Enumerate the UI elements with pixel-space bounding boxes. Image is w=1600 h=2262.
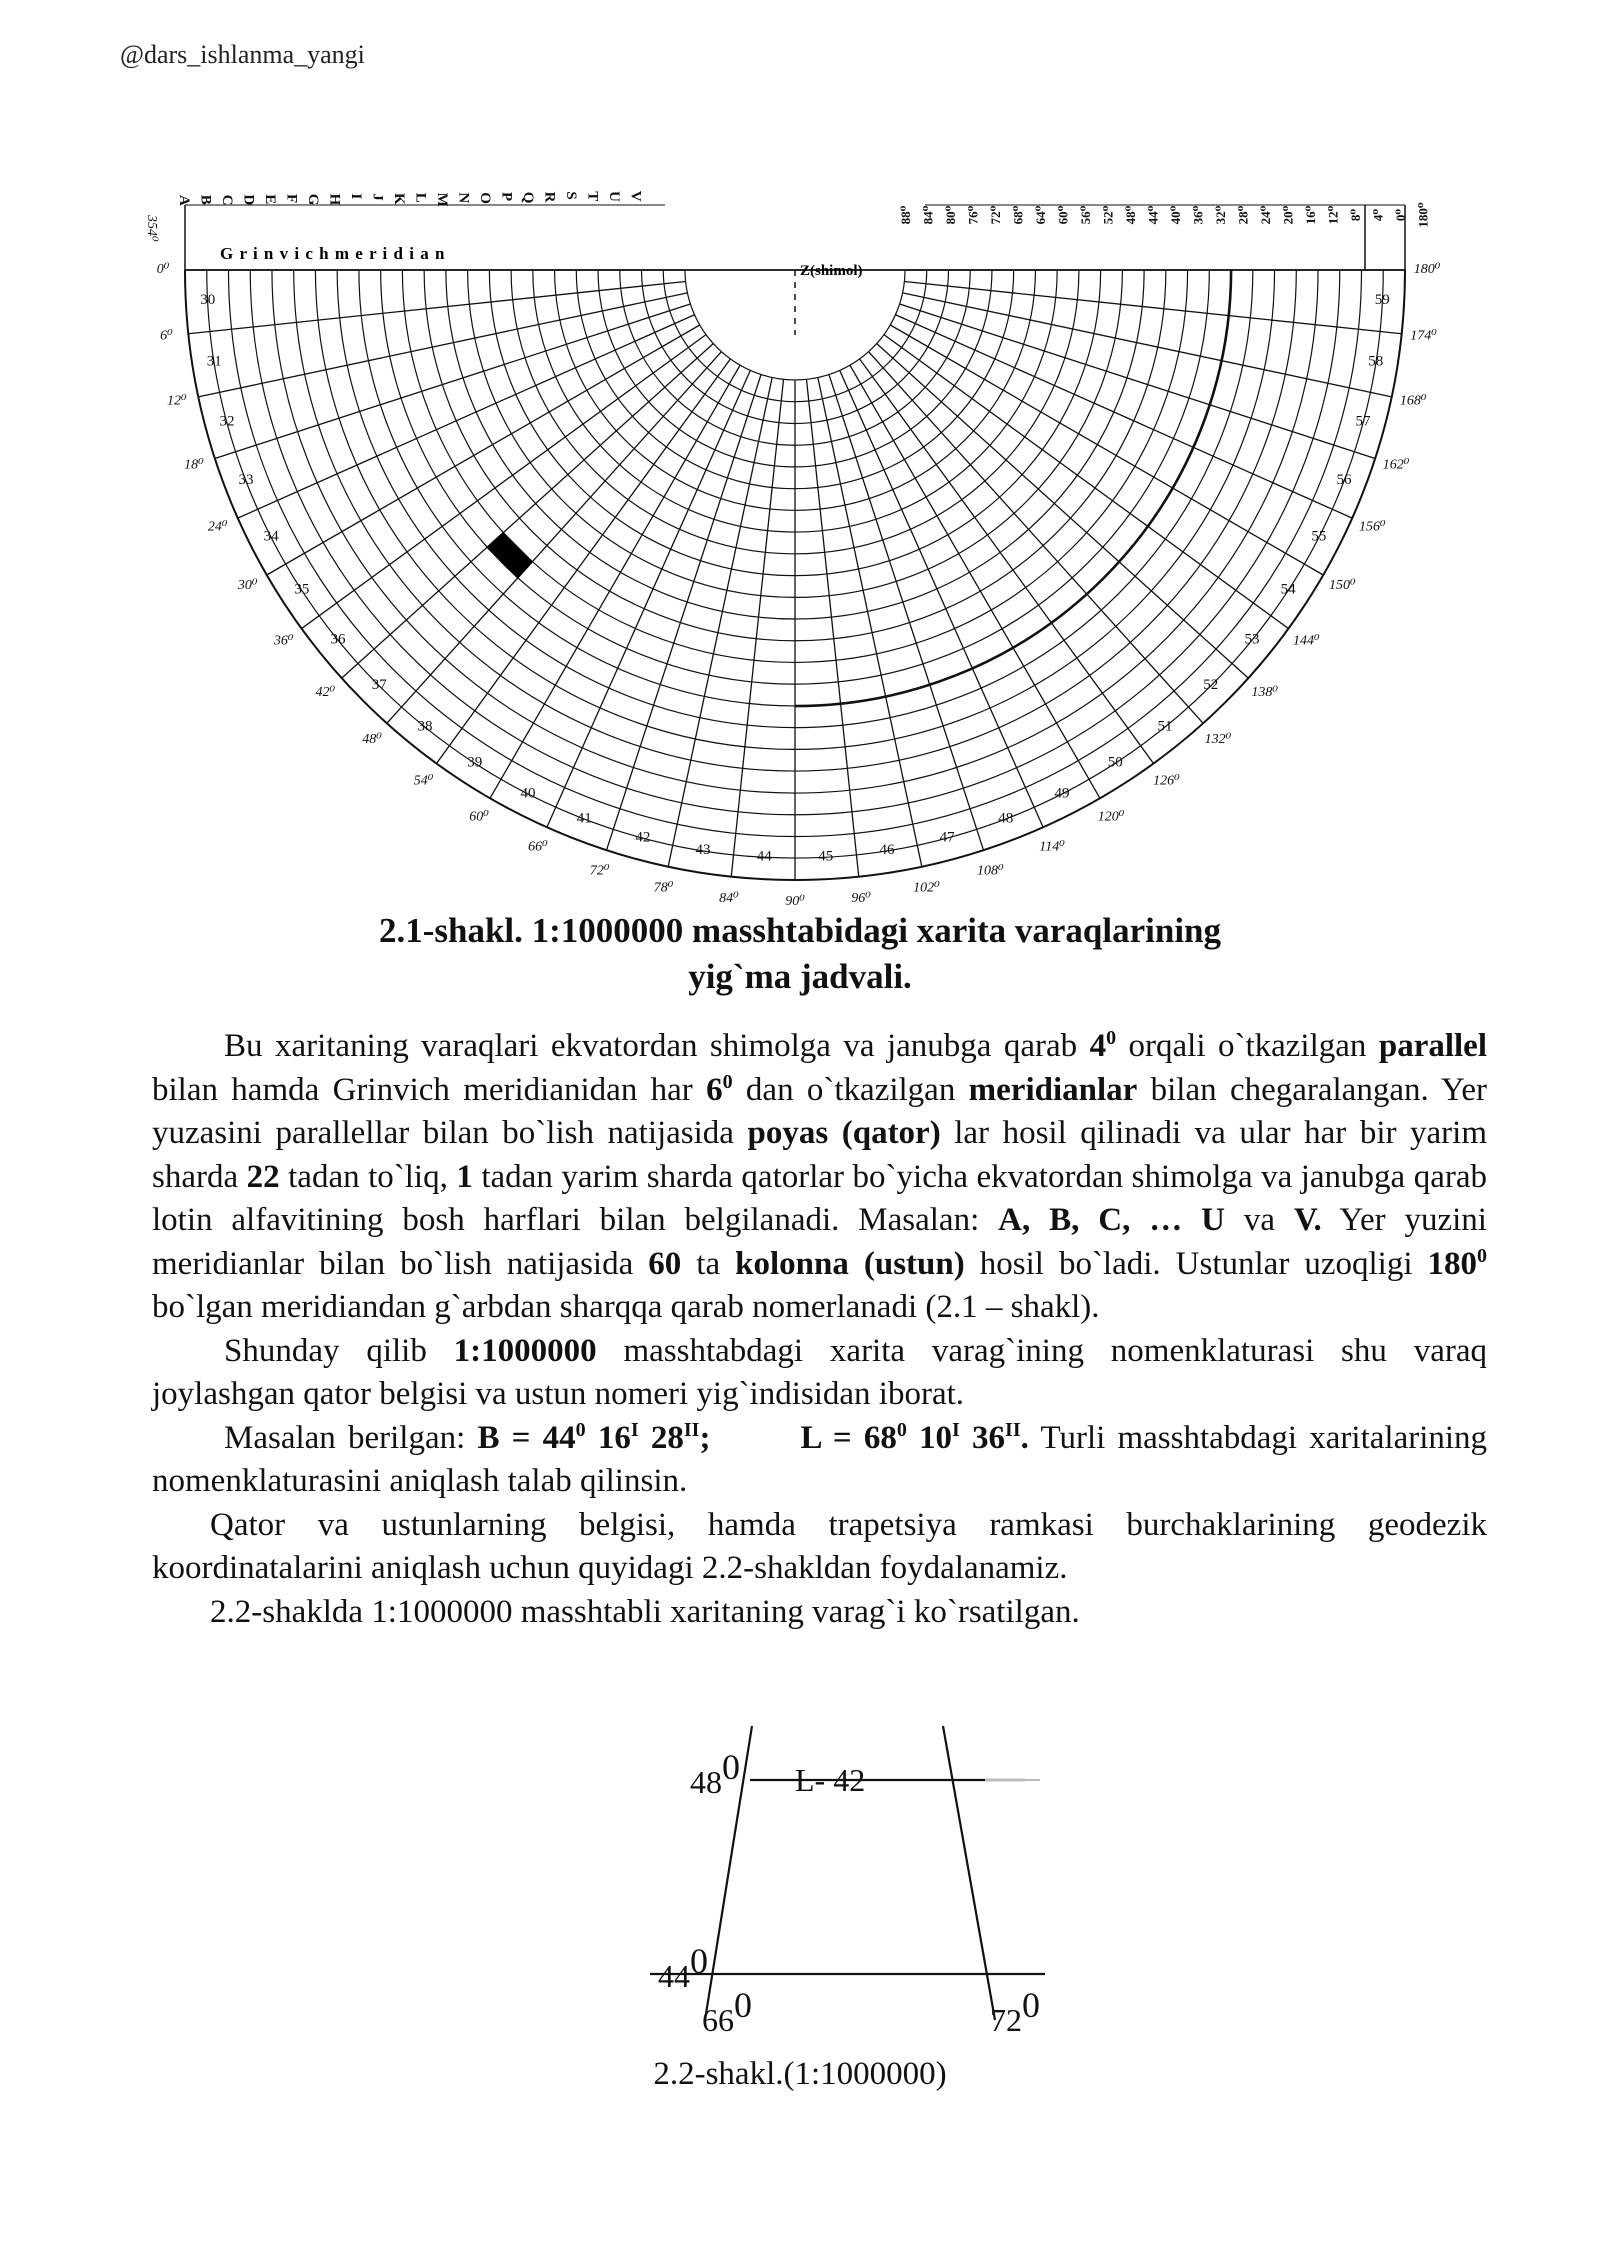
latitude-degree-label: 40⁰: [1168, 205, 1183, 225]
column-number-label: 44: [756, 848, 772, 865]
latitude-degree-label: 24⁰: [1258, 205, 1273, 225]
column-number-label: 35: [294, 581, 310, 598]
north-label: Z(shimol): [800, 263, 863, 279]
degree-label: 180⁰: [1413, 262, 1441, 278]
meridian-line: [903, 293, 1392, 397]
latitude-degree-label: 48⁰: [1123, 205, 1138, 225]
meridian-line: [900, 304, 1376, 459]
latitude-degree-label: 64⁰: [1033, 205, 1048, 225]
degree-label: 84⁰: [719, 890, 739, 906]
degree-label: 156⁰: [1359, 519, 1386, 535]
meridian-line: [606, 375, 761, 851]
meridian-line: [198, 293, 687, 397]
meridian-line: [668, 378, 772, 867]
column-number-label: 32: [219, 413, 235, 430]
latitude-degree-label: 0⁰: [1393, 208, 1408, 222]
latitude-degree-label: 8⁰: [1348, 208, 1363, 222]
degree-label: 36⁰: [273, 633, 294, 649]
column-number-label: 38: [417, 718, 433, 735]
degree-label: 24⁰: [207, 519, 228, 535]
row-letter-label: F: [283, 194, 300, 204]
degree-label: 150⁰: [1329, 578, 1356, 594]
sheet-trapezoid-figure: [640, 1718, 1060, 2048]
column-number-label: 43: [695, 842, 711, 859]
latitude-degree-label: 36⁰: [1190, 205, 1206, 225]
latitude-degree-label: 28⁰: [1235, 205, 1251, 225]
meridian-line: [342, 344, 714, 679]
row-letter-label: M: [434, 192, 450, 207]
longitude-left-label: 660: [702, 1985, 752, 2038]
column-number-label: 58: [1368, 353, 1384, 370]
meridian-line: [387, 352, 722, 724]
degree-label: 12⁰: [166, 393, 187, 409]
meridian-line: [869, 352, 1204, 724]
degree-label: 108⁰: [976, 863, 1004, 879]
degree-label: 54⁰: [413, 773, 434, 789]
sheet-name-label: L- 42: [795, 1762, 866, 1798]
meridian-line: [490, 365, 740, 798]
column-number-label: 56: [1336, 472, 1352, 489]
degree-label: 48⁰: [362, 731, 382, 747]
column-number-label: 55: [1311, 528, 1327, 545]
meridian-line: [860, 359, 1154, 764]
paragraph-3: Masalan berilgan: $B = 44^0$ $16^I$ $28^{II}$; $L = 68^0$ $10^I$ $36^{II}$. Turli masshtabdagi xaritalarining nomenklaturasini aniqlash talab qilinsin.: [152, 1418, 1488, 1499]
degree-label: 102⁰: [913, 880, 940, 896]
degree-label: 354⁰: [144, 215, 159, 242]
latitude-degree-label: 84⁰: [920, 205, 936, 225]
meridian-line: [806, 379, 858, 876]
row-letter-label: N: [455, 192, 472, 204]
latitude-degree-label: 4⁰: [1370, 208, 1386, 222]
row-letter-label: S: [563, 191, 579, 200]
figure-2-1-caption: 2.1-shakl. 1:1000000 masshtabidagi xarita varaqlarining yig`ma jadvali.: [378, 911, 1222, 996]
degree-label: 66⁰: [528, 839, 548, 855]
column-number-label: 50: [1107, 754, 1123, 771]
latitude-bottom-label: 440: [658, 1941, 708, 1994]
greenwich-meridian-label: G r i n v i c h m e r i d i a n: [220, 244, 446, 263]
degree-label: 60⁰: [469, 809, 489, 825]
row-letter-label: L: [412, 192, 429, 203]
body-text: [152, 1025, 1487, 1634]
row-letter-label: D: [240, 194, 257, 206]
degree-label: 120⁰: [1097, 809, 1125, 825]
latitude-degree-label: 44⁰: [1145, 205, 1161, 225]
row-letter-label: E: [262, 194, 278, 205]
map-sheet-index-diagram: [140, 175, 1480, 915]
latitude-degree-label: 12⁰: [1325, 205, 1341, 225]
column-number-label: 30: [200, 292, 216, 309]
meridian-line: [877, 344, 1249, 679]
meridian-line: [890, 325, 1323, 575]
meridian-line: [818, 378, 922, 867]
latitude-degree-label: 56⁰: [1078, 205, 1093, 225]
degree-label: 0⁰: [156, 262, 170, 278]
meridian-line: [436, 359, 730, 764]
paragraph-4: Qator va ustunlarning belgisi, hamda trapetsiya ramkasi burchaklarining geodezik koordinatalarini aniqlash uchun quyidagi 2.2-shakldan foydalanamiz.: [152, 1506, 1487, 1586]
degree-label: 78⁰: [653, 880, 674, 896]
row-letter-label: Q: [520, 191, 536, 204]
column-number-label: 59: [1374, 292, 1390, 309]
degree-label: 126⁰: [1153, 773, 1180, 789]
degree-label: 132⁰: [1204, 731, 1232, 747]
degree-label: 72⁰: [589, 863, 610, 879]
latitude-degree-label: 32⁰: [1213, 205, 1228, 225]
column-number-label: 33: [238, 472, 254, 489]
row-letter-label: K: [391, 193, 407, 205]
meridian-line: [215, 304, 691, 459]
column-number-label: 48: [998, 810, 1014, 827]
row-letter-label: A: [176, 195, 192, 206]
column-number-label: 52: [1203, 677, 1219, 694]
degree-label: 6⁰: [160, 328, 173, 344]
meridian-line: [238, 315, 695, 518]
row-letter-label: H: [326, 193, 343, 206]
paragraph-1: Bu xaritaning varaqlari ekvatordan shimolga va janubga qarab $4^0$ orqali o`tkazilgan parallel bilan hamda Grinvich meridianidan har $6^0$ dan o`tkazilgan meridianlar bilan chegaralangan. Yer yuzasini parallellar bilan bo`lish natijasida poyas (qator) lar hosil qilinadi va ular har bir yarim sharda 22 tadan to`liq, 1 tadan yarim sharda qatorlar bo`yicha ekvatordan shimolga va janubga qarab lotin alfavitining bosh harflari bilan belgilanadi. Masalan: A, B, C, … U va V. Yer yuzini meridianlar bilan bo`lish natijasida 60 ta kolonna (ustun) hosil bo`ladi. Ustunlar uzoqligi $180^0$ bo`lgan meridiandan g`arbdan sharqqa qarab nomerlanadi (2.1 – shakl).: [152, 1027, 1488, 1325]
column-number-label: 36: [330, 631, 346, 648]
degree-label: 30⁰: [237, 578, 258, 594]
latitude-degree-label: 68⁰: [1010, 205, 1026, 225]
column-number-label: 42: [635, 829, 651, 846]
column-number-label: 40: [520, 785, 536, 802]
column-number-label: 41: [576, 810, 592, 827]
watermark: @dars_ishlanma_yangi: [120, 40, 365, 69]
meridian-line: [904, 281, 1401, 333]
degree-label: 42⁰: [315, 685, 336, 701]
column-number-label: 31: [206, 353, 222, 370]
latitude-degree-label: 88⁰: [898, 205, 913, 225]
paragraph-2: Shunday qilib 1:1000000 masshtabdagi xarita varag`ining nomenklaturasi shu varaq joylashgan qator belgisi va ustun nomeri yig`indisidan iborat.: [152, 1332, 1487, 1412]
latitude-top-label: 480: [690, 1747, 740, 1800]
latitude-degree-label: 76⁰: [965, 205, 981, 225]
meridian-line: [850, 365, 1100, 798]
row-letter-label: U: [606, 191, 622, 202]
latitude-degree-label: 20⁰: [1280, 205, 1296, 225]
column-number-label: 34: [263, 528, 279, 545]
highlighted-sheet-cell: [487, 533, 532, 578]
row-letter-label: C: [219, 194, 235, 206]
column-number-label: 47: [939, 829, 955, 846]
degree-label: 114⁰: [1039, 839, 1065, 855]
column-number-label: 49: [1054, 785, 1070, 802]
meridian-line: [829, 375, 984, 851]
column-number-label: 37: [371, 677, 387, 694]
degree-label: 174⁰: [1410, 328, 1437, 344]
degree-label: 18⁰: [184, 457, 204, 473]
row-letter-label: B: [197, 194, 214, 205]
latitude-degree-label: 180⁰: [1415, 202, 1431, 228]
row-letter-label: O: [477, 192, 493, 204]
row-letter-label: G: [305, 193, 321, 206]
paragraph-5: 2.2-shaklda 1:1000000 masshtabli xaritaning varag`i ko`rsatilgan.: [210, 1593, 1080, 1630]
degree-label: 168⁰: [1399, 393, 1427, 409]
meridian-line: [731, 379, 783, 876]
row-letter-label: J: [369, 193, 386, 201]
meridian-line: [840, 370, 1043, 827]
row-letter-label: P: [498, 192, 515, 202]
latitude-degree-label: 60⁰: [1055, 205, 1071, 225]
degree-label: 138⁰: [1251, 685, 1278, 701]
column-number-label: 57: [1355, 413, 1371, 430]
meridian-line: [267, 325, 700, 575]
latitude-degree-label: 52⁰: [1100, 205, 1116, 225]
latitude-degree-label: 16⁰: [1303, 205, 1318, 225]
column-number-label: 46: [879, 842, 895, 859]
row-letter-label: R: [541, 191, 558, 203]
meridian-line: [547, 370, 750, 827]
row-letter-label: T: [584, 191, 601, 202]
meridian-line: [884, 335, 1289, 629]
row-letter-label: V: [627, 190, 644, 202]
meridian-line: [895, 315, 1352, 518]
longitude-right-label: 720: [990, 1985, 1040, 2038]
column-number-label: 54: [1280, 581, 1296, 598]
column-number-label: 45: [818, 848, 834, 865]
highlighted-parallel: [795, 270, 1231, 706]
meridian-line: [188, 281, 685, 333]
column-number-label: 53: [1244, 631, 1260, 648]
row-letter-label: I: [348, 193, 364, 200]
meridian-line: [301, 335, 706, 629]
degree-label: 90⁰: [785, 894, 805, 910]
column-number-label: 39: [467, 754, 483, 771]
latitude-degree-label: 72⁰: [988, 205, 1003, 225]
latitude-degree-label: 80⁰: [943, 205, 958, 225]
degree-label: 144⁰: [1292, 633, 1320, 649]
column-number-label: 51: [1157, 718, 1173, 735]
degree-label: 96⁰: [851, 890, 871, 906]
figure-2-2-caption: 2.2-shakl.(1:1000000): [653, 2056, 947, 2092]
degree-label: 162⁰: [1382, 457, 1410, 473]
